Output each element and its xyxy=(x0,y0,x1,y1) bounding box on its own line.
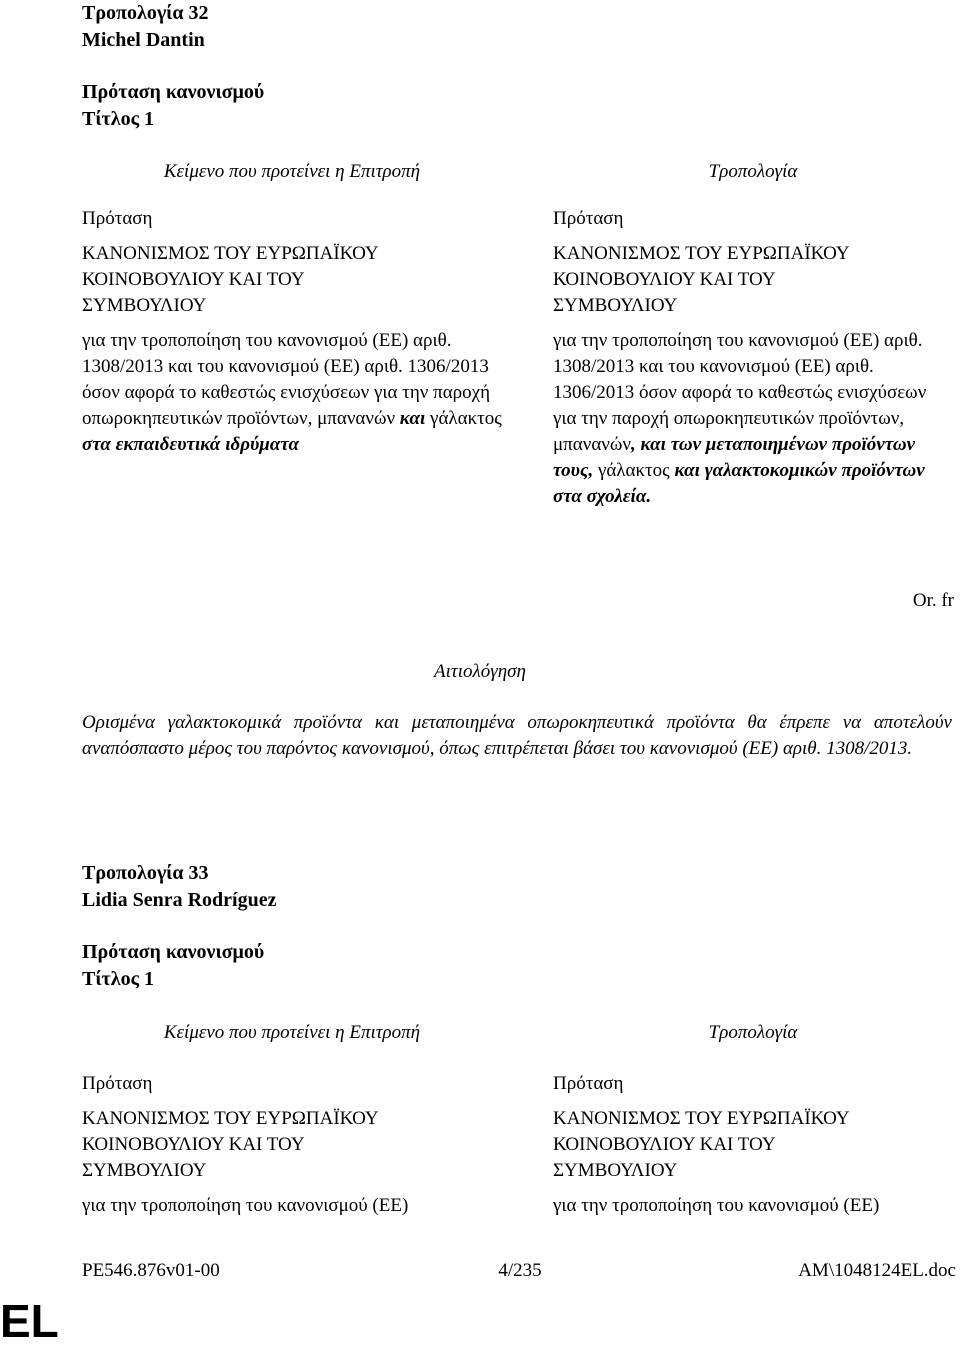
page-number: 4/235 xyxy=(498,1260,542,1281)
regulation-title-line: ΣΥΜΒΟΥΛΙΟΥ xyxy=(553,1160,678,1181)
regulation-title-line: ΣΥΜΒΟΥΛΙΟΥ xyxy=(82,1160,207,1181)
proposal-label: Πρόταση κανονισμού xyxy=(82,941,265,963)
proposal-heading: Πρόταση xyxy=(553,208,624,229)
regulation-subject: για την τροποποίηση του κανονισμού (ΕΕ) xyxy=(82,1195,409,1216)
proposal-label: Πρόταση κανονισμού xyxy=(82,81,265,103)
regulation-subject: για την τροποποίηση του κανονισμού (ΕΕ) xyxy=(553,1195,880,1216)
title-reference: Τίτλος 1 xyxy=(82,108,155,130)
amendment-author: Michel Dantin xyxy=(82,29,205,51)
amendment-text-column xyxy=(553,1071,953,1228)
regulation-title-line: ΚΟΙΝΟΒΟΥΛΙΟΥ ΚΑΙ ΤΟΥ xyxy=(82,269,305,290)
regulation-subject: για την τροποποίηση του κανονισμού (ΕΕ) αριθ. 1308/2013 και του κανονισμού (ΕΕ) αριθ. 1306/2013 όσον αφορά το καθεστώς ενισχύσεων για την παροχή οπωροκηπευτικών προϊόντων, μπανανών, και των μεταποιημένων προϊόντων τους, γάλακτος και γαλακτοκομικών προϊόντων στα σχολεία. xyxy=(553,330,927,507)
regulation-title-line: ΚΑΝΟΝΙΣΜΟΣ ΤΟΥ ΕΥΡΩΠΑΪΚΟΥ xyxy=(553,243,850,264)
regulation-title-line: ΚΑΝΟΝΙΣΜΟΣ ΤΟΥ ΕΥΡΩΠΑΪΚΟΥ xyxy=(553,1108,850,1129)
proposal-heading: Πρόταση xyxy=(553,1073,624,1094)
justification-title: Αιτιολόγηση xyxy=(434,661,526,682)
commission-text-header: Κείμενο που προτείνει η Επιτροπή xyxy=(163,1022,421,1043)
amendment-column-header: Τροπολογία xyxy=(708,161,798,182)
regulation-title-line: ΚΟΙΝΟΒΟΥΛΙΟΥ ΚΑΙ ΤΟΥ xyxy=(553,1134,776,1155)
regulation-title-line: ΚΑΝΟΝΙΣΜΟΣ ΤΟΥ ΕΥΡΩΠΑΪΚΟΥ xyxy=(82,243,379,264)
amendment-32-header xyxy=(82,0,264,133)
amendment-author: Lidia Senra Rodríguez xyxy=(82,889,277,911)
regulation-title-line: ΚΑΝΟΝΙΣΜΟΣ ΤΟΥ ΕΥΡΩΠΑΪΚΟΥ xyxy=(82,1108,379,1129)
commission-text-column xyxy=(82,206,502,467)
regulation-title-line: ΣΥΜΒΟΥΛΙΟΥ xyxy=(553,295,678,316)
regulation-subject: για την τροποποίηση του κανονισμού (ΕΕ) αριθ. 1308/2013 και του κανονισμού (ΕΕ) αριθ. 1306/2013 όσον αφορά το καθεστώς ενισχύσεων για την παροχή οπωροκηπευτικών προϊόντων, μπανανών και γάλακτος στα εκπαιδευτικά ιδρύματα xyxy=(82,330,502,455)
document-reference: PE546.876v01-00 xyxy=(82,1260,220,1281)
amendment-number: Τροπολογία 33 xyxy=(82,862,209,884)
file-reference: AM\1048124EL.doc xyxy=(798,1260,956,1281)
regulation-title-line: ΣΥΜΒΟΥΛΙΟΥ xyxy=(82,295,207,316)
amendment-text-column xyxy=(553,206,953,519)
regulation-title-line: ΚΟΙΝΟΒΟΥΛΙΟΥ ΚΑΙ ΤΟΥ xyxy=(553,269,776,290)
commission-text-header: Κείμενο που προτείνει η Επιτροπή xyxy=(163,161,421,182)
original-language: Or. fr xyxy=(912,590,954,611)
regulation-title-line: ΚΟΙΝΟΒΟΥΛΙΟΥ ΚΑΙ ΤΟΥ xyxy=(82,1134,305,1155)
proposal-heading: Πρόταση xyxy=(82,1073,153,1094)
amendment-33-header xyxy=(82,860,276,993)
language-code: EL xyxy=(0,1295,59,1347)
amendment-column-header: Τροπολογία xyxy=(708,1022,798,1043)
commission-text-column xyxy=(82,1071,502,1228)
proposal-heading: Πρόταση xyxy=(82,208,153,229)
justification-text: Ορισμένα γαλακτοκομικά προϊόντα και μεταποιημένα οπωροκηπευτικά προϊόντα θα έπρεπε να αποτελούν αναπόσπαστο μέρος του παρόντος κανονισμού, όπως επιτρέπεται βάσει του κανονισμού (ΕΕ) αριθ. 1308/2013. xyxy=(82,712,952,759)
amendment-number: Τροπολογία 32 xyxy=(82,2,209,24)
title-reference: Τίτλος 1 xyxy=(82,968,155,990)
